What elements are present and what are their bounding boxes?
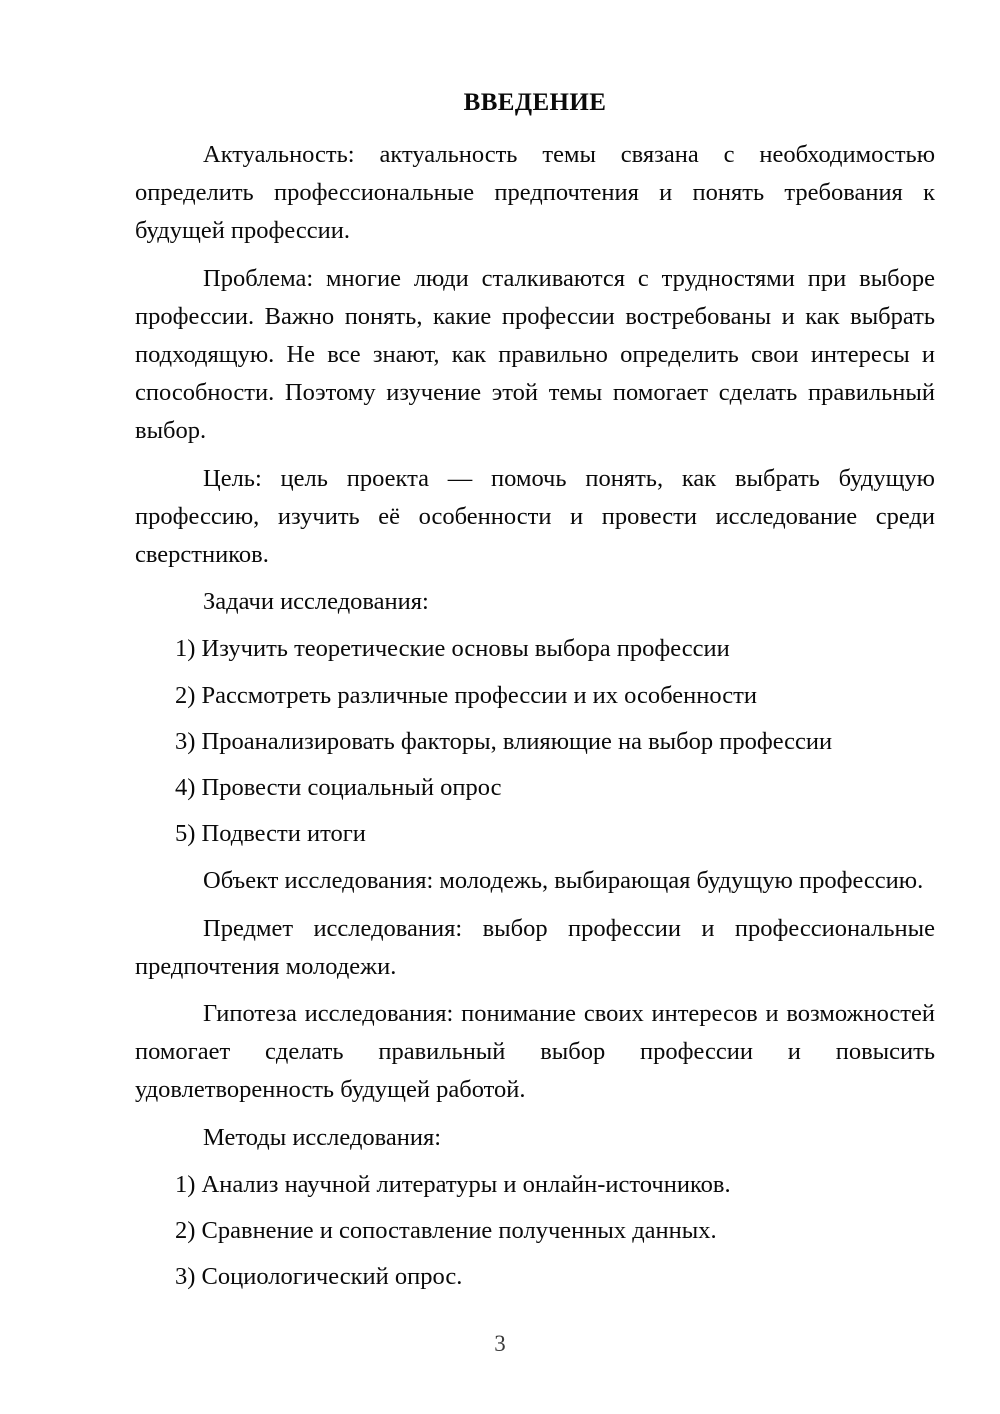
heading-methods: Методы исследования: — [203, 1123, 442, 1151]
heading-tasks: Задачи исследования: — [203, 588, 429, 616]
methods-list — [135, 1166, 935, 1297]
list-item: 2) Сравнение и сопоставление полученных данных. — [175, 1217, 717, 1245]
tasks-list — [135, 630, 935, 853]
paragraph-subject: Предмет исследования: выбор профессии и профессиональные предпочтения молодежи. — [135, 914, 935, 980]
list-item: 1) Анализ научной литературы и онлайн-источников. — [175, 1170, 731, 1198]
list-item: 3) Социологический опрос. — [175, 1263, 463, 1291]
paragraph-goal: Цель: цель проекта — помочь понять, как выбрать будущую профессию, изучить её особенности и провести исследование среди сверстников. — [135, 464, 935, 569]
paragraph-object: Объект исследования: молодежь, выбирающая будущую профессию. — [203, 867, 924, 895]
paragraph-relevance: Актуальность: актуальность темы связана с необходимостью определить профессиональные предпочтения и понять требования к будущей профессии. — [135, 141, 935, 245]
document-body — [135, 88, 935, 1305]
list-item: 1) Изучить теоретические основы выбора профессии — [175, 635, 730, 663]
paragraph-hypothesis: Гипотеза исследования: понимание своих интересов и возможностей помогает сделать правильный выбор профессии и повысить удовлетворенность будущей работой. — [135, 1000, 935, 1104]
list-item: 3) Проанализировать факторы, влияющие на выбор профессии — [175, 727, 833, 755]
page-title: ВВЕДЕНИЕ — [463, 89, 607, 116]
list-item: 2) Рассмотреть различные профессии и их особенности — [175, 681, 757, 709]
list-item: 4) Провести социальный опрос — [175, 774, 502, 802]
page-number: 3 — [494, 1331, 506, 1356]
paragraph-problem: Проблема: многие люди сталкиваются с трудностями при выборе профессии. Важно понять, какие профессии востребованы и как выбрать подходящую. Не все знают, как правильно определить свои интересы и способности. Поэтому изучение этой темы помогает сделать правильный выбор. — [135, 264, 935, 445]
list-item: 5) Подвести итоги — [175, 820, 366, 848]
